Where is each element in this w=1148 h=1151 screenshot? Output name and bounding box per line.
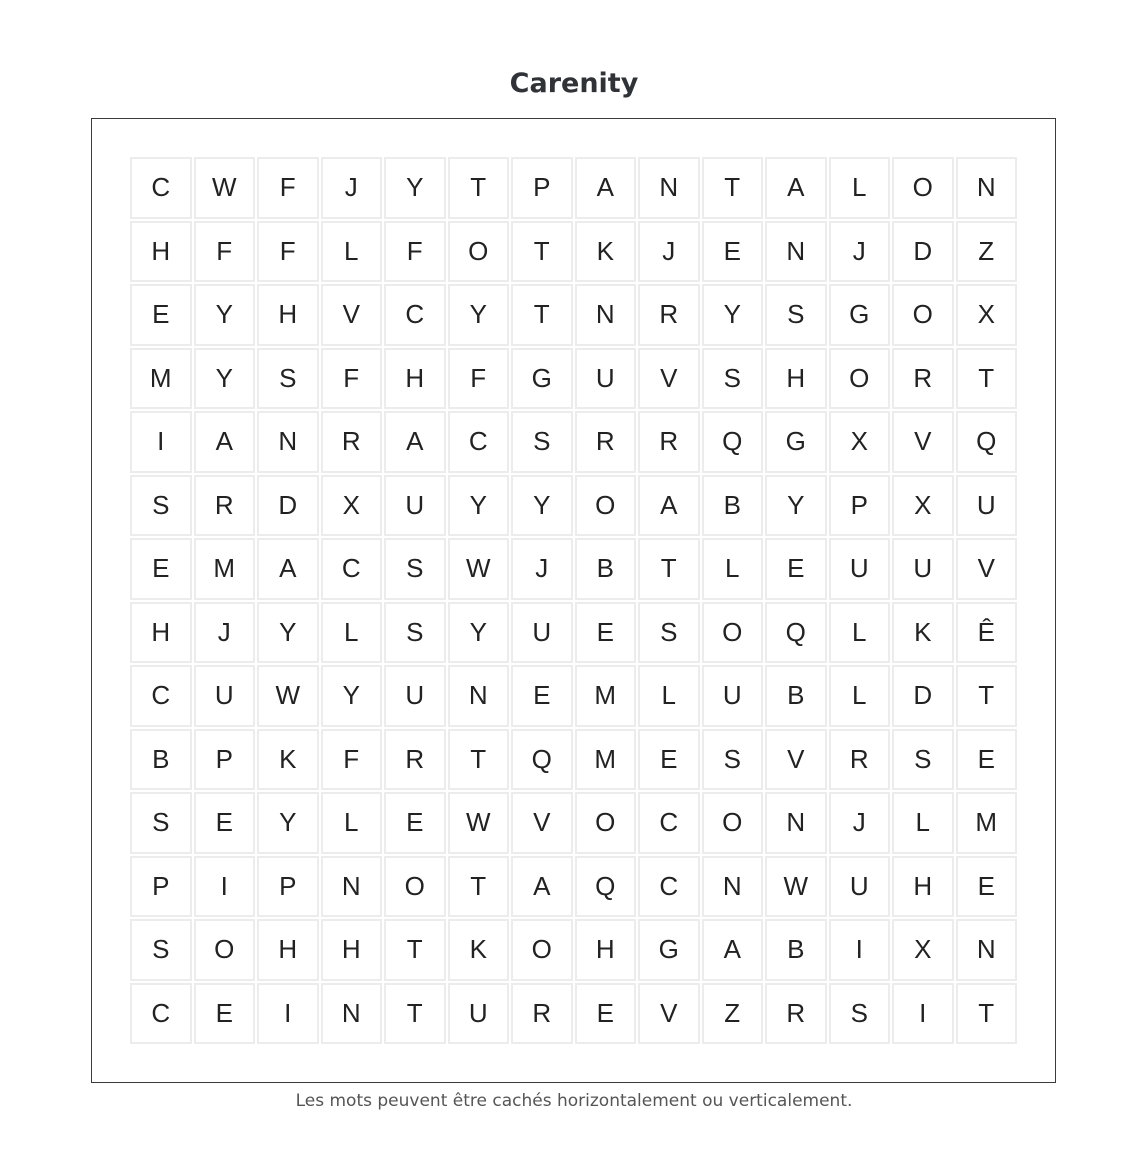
grid-cell-r11-c6[interactable]: W [448, 792, 510, 854]
grid-cell-r13-c13[interactable]: X [892, 919, 954, 981]
grid-cell-r1-c10[interactable]: T [702, 157, 764, 219]
grid-cell-r11-c8[interactable]: O [575, 792, 637, 854]
grid-cell-r14-c2[interactable]: E [194, 983, 256, 1045]
grid-cell-r7-c12[interactable]: U [829, 538, 891, 600]
grid-cell-r4-c3[interactable]: S [257, 348, 319, 410]
grid-cell-r13-c1[interactable]: S [130, 919, 192, 981]
grid-cell-r8-c9[interactable]: S [638, 602, 700, 664]
grid-cell-r1-c8[interactable]: A [575, 157, 637, 219]
grid-cell-r9-c4[interactable]: Y [321, 665, 383, 727]
grid-cell-r7-c3[interactable]: A [257, 538, 319, 600]
grid-cell-r10-c3[interactable]: K [257, 729, 319, 791]
grid-cell-r9-c1[interactable]: C [130, 665, 192, 727]
grid-cell-r11-c7[interactable]: V [511, 792, 573, 854]
grid-cell-r10-c6[interactable]: T [448, 729, 510, 791]
grid-cell-r2-c3[interactable]: F [257, 221, 319, 283]
grid-cell-r6-c8[interactable]: O [575, 475, 637, 537]
grid-cell-r6-c6[interactable]: Y [448, 475, 510, 537]
grid-cell-r8-c8[interactable]: E [575, 602, 637, 664]
grid-cell-r14-c1[interactable]: C [130, 983, 192, 1045]
grid-cell-r8-c1[interactable]: H [130, 602, 192, 664]
grid-cell-r14-c12[interactable]: S [829, 983, 891, 1045]
grid-cell-r8-c3[interactable]: Y [257, 602, 319, 664]
grid-cell-r5-c5[interactable]: A [384, 411, 446, 473]
grid-cell-r3-c10[interactable]: Y [702, 284, 764, 346]
grid-cell-r2-c13[interactable]: D [892, 221, 954, 283]
grid-cell-r8-c7[interactable]: U [511, 602, 573, 664]
grid-cell-r3-c9[interactable]: R [638, 284, 700, 346]
grid-cell-r13-c14[interactable]: N [956, 919, 1018, 981]
grid-cell-r8-c6[interactable]: Y [448, 602, 510, 664]
grid-cell-r2-c4[interactable]: L [321, 221, 383, 283]
grid-cell-r5-c4[interactable]: R [321, 411, 383, 473]
grid-cell-r3-c12[interactable]: G [829, 284, 891, 346]
grid-cell-r13-c9[interactable]: G [638, 919, 700, 981]
grid-cell-r13-c6[interactable]: K [448, 919, 510, 981]
grid-cell-r9-c8[interactable]: M [575, 665, 637, 727]
grid-cell-r11-c13[interactable]: L [892, 792, 954, 854]
grid-cell-r2-c8[interactable]: K [575, 221, 637, 283]
grid-cell-r2-c7[interactable]: T [511, 221, 573, 283]
grid-cell-r10-c8[interactable]: M [575, 729, 637, 791]
grid-cell-r5-c13[interactable]: V [892, 411, 954, 473]
grid-cell-r4-c14[interactable]: T [956, 348, 1018, 410]
grid-cell-r1-c1[interactable]: C [130, 157, 192, 219]
grid-cell-r2-c2[interactable]: F [194, 221, 256, 283]
grid-cell-r6-c2[interactable]: R [194, 475, 256, 537]
grid-cell-r14-c4[interactable]: N [321, 983, 383, 1045]
grid-cell-r14-c13[interactable]: I [892, 983, 954, 1045]
grid-cell-r14-c5[interactable]: T [384, 983, 446, 1045]
grid-cell-r12-c12[interactable]: U [829, 856, 891, 918]
grid-cell-r6-c4[interactable]: X [321, 475, 383, 537]
grid-cell-r12-c11[interactable]: W [765, 856, 827, 918]
grid-cell-r10-c14[interactable]: E [956, 729, 1018, 791]
grid-cell-r6-c3[interactable]: D [257, 475, 319, 537]
grid-cell-r7-c14[interactable]: V [956, 538, 1018, 600]
grid-cell-r5-c6[interactable]: C [448, 411, 510, 473]
grid-cell-r6-c14[interactable]: U [956, 475, 1018, 537]
grid-cell-r12-c7[interactable]: A [511, 856, 573, 918]
grid-cell-r9-c2[interactable]: U [194, 665, 256, 727]
puzzle-title: Carenity [509, 68, 639, 99]
grid-cell-r12-c10[interactable]: N [702, 856, 764, 918]
grid-cell-r4-c6[interactable]: F [448, 348, 510, 410]
grid-cell-r10-c10[interactable]: S [702, 729, 764, 791]
grid-cell-r10-c12[interactable]: R [829, 729, 891, 791]
grid-cell-r3-c8[interactable]: N [575, 284, 637, 346]
grid-cell-r1-c5[interactable]: Y [384, 157, 446, 219]
grid-cell-r3-c13[interactable]: O [892, 284, 954, 346]
grid-cell-r8-c12[interactable]: L [829, 602, 891, 664]
grid-cell-r9-c6[interactable]: N [448, 665, 510, 727]
grid-cell-r3-c14[interactable]: X [956, 284, 1018, 346]
grid-cell-r5-c10[interactable]: Q [702, 411, 764, 473]
grid-cell-r6-c1[interactable]: S [130, 475, 192, 537]
grid-cell-r7-c1[interactable]: E [130, 538, 192, 600]
grid-cell-r11-c2[interactable]: E [194, 792, 256, 854]
grid-cell-r3-c2[interactable]: Y [194, 284, 256, 346]
grid-cell-r12-c13[interactable]: H [892, 856, 954, 918]
grid-cell-r13-c8[interactable]: H [575, 919, 637, 981]
grid-cell-r5-c3[interactable]: N [257, 411, 319, 473]
grid-cell-r9-c12[interactable]: L [829, 665, 891, 727]
grid-cell-r1-c11[interactable]: A [765, 157, 827, 219]
grid-cell-r3-c6[interactable]: Y [448, 284, 510, 346]
grid-cell-r6-c7[interactable]: Y [511, 475, 573, 537]
grid-cell-r7-c5[interactable]: S [384, 538, 446, 600]
grid-cell-r13-c2[interactable]: O [194, 919, 256, 981]
grid-cell-r12-c4[interactable]: N [321, 856, 383, 918]
grid-cell-r2-c9[interactable]: J [638, 221, 700, 283]
grid-cell-r5-c11[interactable]: G [765, 411, 827, 473]
grid-cell-r2-c5[interactable]: F [384, 221, 446, 283]
grid-cell-r8-c11[interactable]: Q [765, 602, 827, 664]
grid-cell-r5-c9[interactable]: R [638, 411, 700, 473]
grid-cell-r3-c11[interactable]: S [765, 284, 827, 346]
grid-cell-r11-c1[interactable]: S [130, 792, 192, 854]
grid-cell-r11-c12[interactable]: J [829, 792, 891, 854]
grid-cell-r9-c9[interactable]: L [638, 665, 700, 727]
grid-cell-r12-c9[interactable]: C [638, 856, 700, 918]
grid-cell-r9-c14[interactable]: T [956, 665, 1018, 727]
grid-cell-r6-c5[interactable]: U [384, 475, 446, 537]
grid-cell-r12-c3[interactable]: P [257, 856, 319, 918]
grid-cell-r13-c11[interactable]: B [765, 919, 827, 981]
grid-cell-r7-c9[interactable]: T [638, 538, 700, 600]
grid-cell-r4-c2[interactable]: Y [194, 348, 256, 410]
grid-cell-r1-c14[interactable]: N [956, 157, 1018, 219]
instruction-text: Les mots peuvent être cachés horizontalement ou verticalement. [295, 1091, 853, 1111]
grid-cell-r8-c4[interactable]: L [321, 602, 383, 664]
grid-cell-r6-c11[interactable]: Y [765, 475, 827, 537]
grid-cell-r10-c4[interactable]: F [321, 729, 383, 791]
grid-cell-r9-c3[interactable]: W [257, 665, 319, 727]
grid-cell-r2-c14[interactable]: Z [956, 221, 1018, 283]
grid-cell-r7-c10[interactable]: L [702, 538, 764, 600]
grid-cell-r12-c1[interactable]: P [130, 856, 192, 918]
grid-cell-r10-c7[interactable]: Q [511, 729, 573, 791]
grid-cell-r2-c11[interactable]: N [765, 221, 827, 283]
grid-cell-r4-c1[interactable]: M [130, 348, 192, 410]
grid-cell-r5-c1[interactable]: I [130, 411, 192, 473]
grid-cell-r13-c12[interactable]: I [829, 919, 891, 981]
grid-cell-r6-c10[interactable]: B [702, 475, 764, 537]
grid-cell-r12-c5[interactable]: O [384, 856, 446, 918]
grid-cell-r8-c14[interactable]: Ê [956, 602, 1018, 664]
grid-cell-r8-c10[interactable]: O [702, 602, 764, 664]
grid-cell-r4-c4[interactable]: F [321, 348, 383, 410]
grid-cell-r7-c13[interactable]: U [892, 538, 954, 600]
grid-cell-r11-c9[interactable]: C [638, 792, 700, 854]
grid-cell-r12-c6[interactable]: T [448, 856, 510, 918]
grid-cell-r1-c12[interactable]: L [829, 157, 891, 219]
grid-cell-r7-c8[interactable]: B [575, 538, 637, 600]
grid-cell-r1-c13[interactable]: O [892, 157, 954, 219]
grid-cell-r12-c8[interactable]: Q [575, 856, 637, 918]
grid-cell-r13-c3[interactable]: H [257, 919, 319, 981]
grid-cell-r1-c3[interactable]: F [257, 157, 319, 219]
grid-cell-r1-c4[interactable]: J [321, 157, 383, 219]
grid-cell-r13-c4[interactable]: H [321, 919, 383, 981]
grid-cell-r10-c13[interactable]: S [892, 729, 954, 791]
grid-cell-r14-c3[interactable]: I [257, 983, 319, 1045]
grid-cell-r2-c12[interactable]: J [829, 221, 891, 283]
grid-cell-r4-c12[interactable]: O [829, 348, 891, 410]
grid-cell-r9-c7[interactable]: E [511, 665, 573, 727]
grid-cell-r1-c6[interactable]: T [448, 157, 510, 219]
grid-cell-r7-c4[interactable]: C [321, 538, 383, 600]
grid-cell-r10-c2[interactable]: P [194, 729, 256, 791]
grid-cell-r14-c11[interactable]: R [765, 983, 827, 1045]
grid-cell-r9-c11[interactable]: B [765, 665, 827, 727]
grid-cell-r5-c2[interactable]: A [194, 411, 256, 473]
grid-cell-r5-c7[interactable]: S [511, 411, 573, 473]
grid-cell-r13-c5[interactable]: T [384, 919, 446, 981]
grid-cell-r9-c13[interactable]: D [892, 665, 954, 727]
grid-cell-r10-c5[interactable]: R [384, 729, 446, 791]
grid-cell-r4-c13[interactable]: R [892, 348, 954, 410]
grid-cell-r5-c8[interactable]: R [575, 411, 637, 473]
grid-cell-r11-c4[interactable]: L [321, 792, 383, 854]
grid-cell-r2-c10[interactable]: E [702, 221, 764, 283]
grid-cell-r12-c14[interactable]: E [956, 856, 1018, 918]
grid-cell-r11-c5[interactable]: E [384, 792, 446, 854]
grid-cell-r1-c9[interactable]: N [638, 157, 700, 219]
grid-cell-r13-c7[interactable]: O [511, 919, 573, 981]
grid-cell-r13-c10[interactable]: A [702, 919, 764, 981]
grid-cell-r2-c1[interactable]: H [130, 221, 192, 283]
grid-cell-r6-c9[interactable]: A [638, 475, 700, 537]
grid-cell-r3-c4[interactable]: V [321, 284, 383, 346]
grid-cell-r7-c11[interactable]: E [765, 538, 827, 600]
grid-cell-r14-c6[interactable]: U [448, 983, 510, 1045]
grid-cell-r1-c7[interactable]: P [511, 157, 573, 219]
grid-cell-r14-c9[interactable]: V [638, 983, 700, 1045]
grid-cell-r4-c5[interactable]: H [384, 348, 446, 410]
grid-cell-r14-c7[interactable]: R [511, 983, 573, 1045]
grid-cell-r4-c9[interactable]: V [638, 348, 700, 410]
grid-cell-r7-c7[interactable]: J [511, 538, 573, 600]
grid-cell-r4-c11[interactable]: H [765, 348, 827, 410]
grid-cell-r5-c14[interactable]: Q [956, 411, 1018, 473]
grid-cell-r14-c8[interactable]: E [575, 983, 637, 1045]
grid-cell-r10-c1[interactable]: B [130, 729, 192, 791]
grid-cell-r11-c11[interactable]: N [765, 792, 827, 854]
grid-cell-r6-c12[interactable]: P [829, 475, 891, 537]
grid-cell-r8-c13[interactable]: K [892, 602, 954, 664]
grid-cell-r5-c12[interactable]: X [829, 411, 891, 473]
grid-cell-r11-c10[interactable]: O [702, 792, 764, 854]
grid-cell-r6-c13[interactable]: X [892, 475, 954, 537]
grid-cell-r7-c2[interactable]: M [194, 538, 256, 600]
letter-grid [130, 157, 1017, 1044]
grid-cell-r8-c2[interactable]: J [194, 602, 256, 664]
grid-cell-r9-c10[interactable]: U [702, 665, 764, 727]
grid-cell-r3-c3[interactable]: H [257, 284, 319, 346]
grid-cell-r4-c7[interactable]: G [511, 348, 573, 410]
grid-cell-r11-c3[interactable]: Y [257, 792, 319, 854]
grid-cell-r4-c10[interactable]: S [702, 348, 764, 410]
grid-cell-r12-c2[interactable]: I [194, 856, 256, 918]
grid-cell-r10-c9[interactable]: E [638, 729, 700, 791]
grid-cell-r3-c5[interactable]: C [384, 284, 446, 346]
grid-cell-r3-c7[interactable]: T [511, 284, 573, 346]
grid-cell-r14-c10[interactable]: Z [702, 983, 764, 1045]
grid-cell-r4-c8[interactable]: U [575, 348, 637, 410]
grid-cell-r3-c1[interactable]: E [130, 284, 192, 346]
grid-cell-r8-c5[interactable]: S [384, 602, 446, 664]
puzzle-frame [91, 118, 1056, 1083]
grid-cell-r14-c14[interactable]: T [956, 983, 1018, 1045]
grid-cell-r11-c14[interactable]: M [956, 792, 1018, 854]
grid-cell-r9-c5[interactable]: U [384, 665, 446, 727]
grid-cell-r1-c2[interactable]: W [194, 157, 256, 219]
grid-cell-r7-c6[interactable]: W [448, 538, 510, 600]
grid-cell-r10-c11[interactable]: V [765, 729, 827, 791]
grid-cell-r2-c6[interactable]: O [448, 221, 510, 283]
